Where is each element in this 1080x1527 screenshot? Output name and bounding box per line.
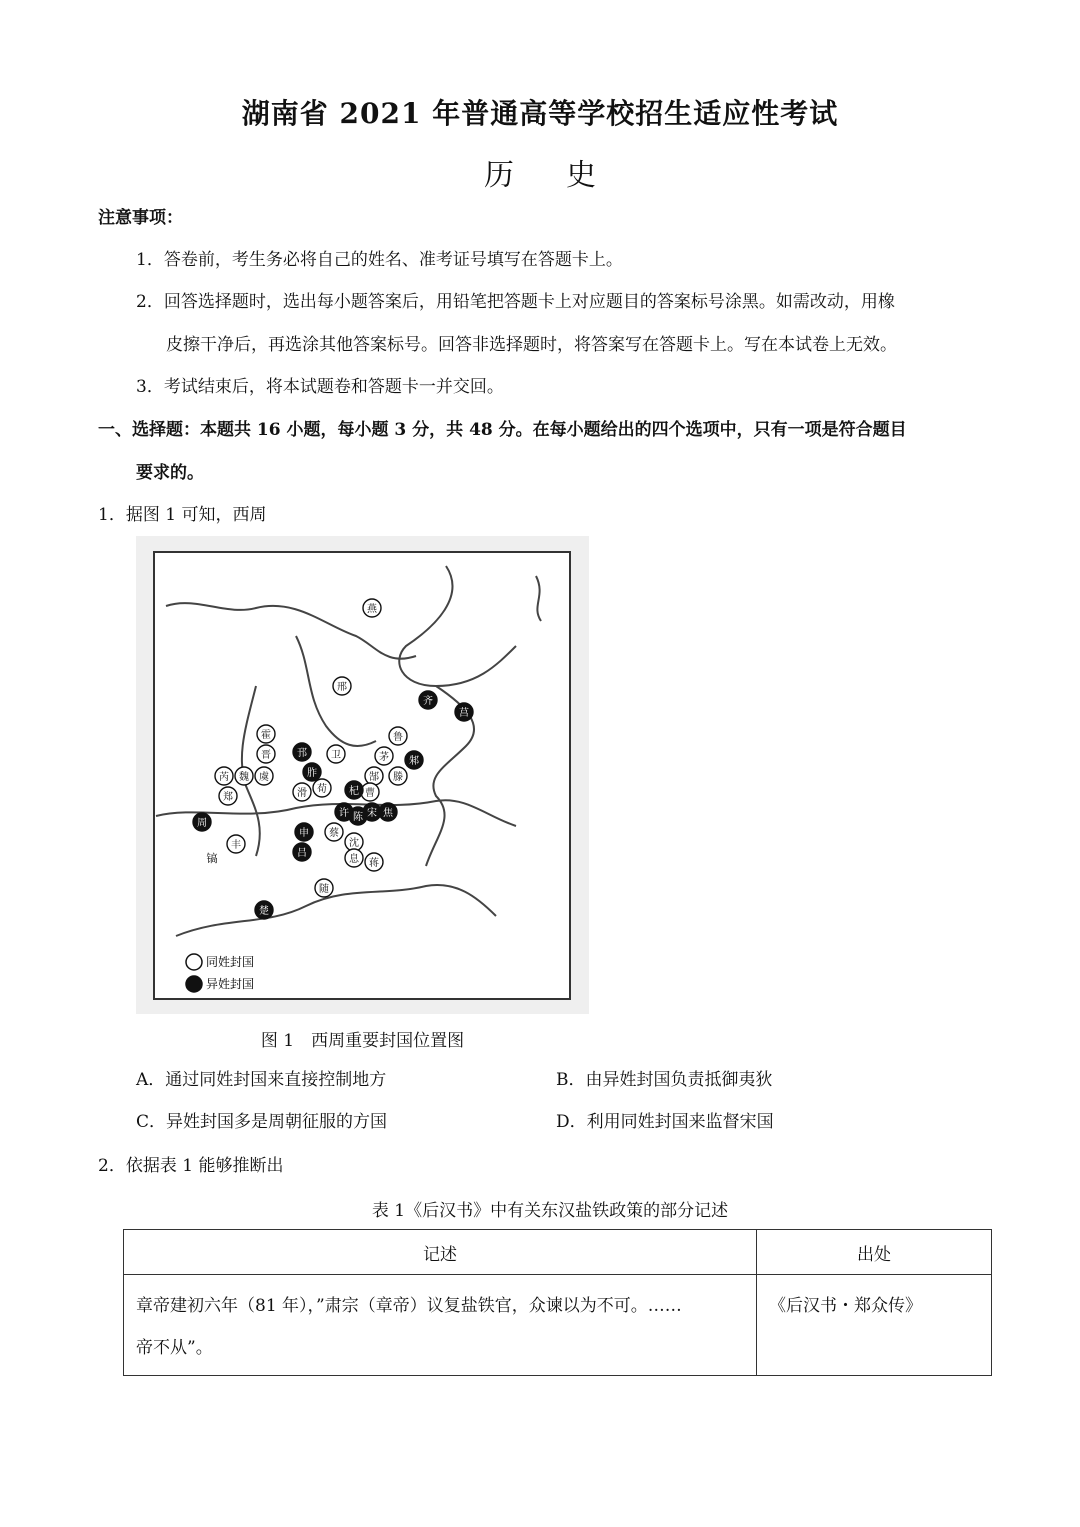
state-label: 申 xyxy=(299,828,309,839)
q1-option-b: B．由异姓封国负责抵御夷狄 xyxy=(556,1070,773,1090)
western-zhou-map xyxy=(136,536,589,1014)
state-label: 丰 xyxy=(231,840,241,851)
notice-heading: 注意事项： xyxy=(98,208,183,228)
state-label: 陈 xyxy=(353,812,363,823)
state-label: 荀 xyxy=(317,784,327,795)
table-header-row xyxy=(124,1230,992,1275)
state-label: 邘 xyxy=(297,748,307,759)
legend-diff-symbol xyxy=(186,976,202,992)
state-label: 蔡 xyxy=(329,828,339,839)
state-label: 晋 xyxy=(261,750,271,761)
state-label: 燕 xyxy=(367,604,377,615)
state-label: 楚 xyxy=(259,906,269,917)
q1-option-a: A．通过同姓封国来直接控制地方 xyxy=(136,1070,387,1090)
question-2-stem: 2．依据表 1 能够推断出 xyxy=(98,1156,284,1176)
subject-title: 历史 xyxy=(484,158,648,193)
state-label: 邾 xyxy=(409,756,419,767)
place-label: 镐 xyxy=(206,852,218,865)
question-1-stem: 1．据图 1 可知，西周 xyxy=(98,505,267,525)
table-1 xyxy=(123,1229,992,1376)
state-label: 蒋 xyxy=(369,858,379,869)
state-label: 虞 xyxy=(259,772,269,783)
section-heading-cont: 要求的。 xyxy=(136,463,204,483)
table-header-record: 记述 xyxy=(124,1230,757,1275)
state-label: 霍 xyxy=(261,730,271,741)
notice-item-3: 3．考试结束后，将本试题卷和答题卡一并交回。 xyxy=(136,377,504,397)
q1-option-c: C．异姓封国多是周朝征服的方国 xyxy=(136,1112,388,1132)
state-label: 吕 xyxy=(297,848,307,859)
section-heading: 一、选择题：本题共 16 小题，每小题 3 分，共 48 分。在每小题给出的四个选项中，只有一项是符合题目 xyxy=(98,420,907,440)
state-label: 莒 xyxy=(459,708,469,719)
state-label: 鲁 xyxy=(393,732,403,743)
notice-item-2-cont: 皮擦干净后，再选涂其他答案标号。回答非选择题时，将答案写在答题卡上。写在本试卷上无效。 xyxy=(166,335,897,355)
table-header-source: 出处 xyxy=(757,1230,992,1275)
q1-option-d: D．利用同姓封国来监督宋国 xyxy=(556,1112,774,1132)
state-label: 随 xyxy=(319,884,329,895)
table-1-caption: 表 1《后汉书》中有关东汉盐铁政策的部分记述 xyxy=(371,1201,729,1221)
figure-1-caption: 图 1 西周重要封国位置图 xyxy=(260,1031,465,1051)
state-label: 周 xyxy=(197,818,207,829)
state-label: 滕 xyxy=(393,772,403,783)
state-label: 滑 xyxy=(297,788,307,799)
state-label: 宋 xyxy=(367,808,377,819)
state-label: 胙 xyxy=(307,768,317,779)
state-label: 茅 xyxy=(379,752,389,763)
state-label: 息 xyxy=(349,854,359,865)
record-line-1: 章帝建初六年（81 年），”肃宗（章帝）议复盐铁官，众谏以为不可。…… xyxy=(136,1296,682,1316)
state-label: 魏 xyxy=(239,772,249,783)
table-cell-record xyxy=(124,1275,757,1376)
state-label: 沈 xyxy=(349,838,359,849)
state-label: 齐 xyxy=(423,696,433,707)
state-label: 邢 xyxy=(337,682,347,693)
notice-item-2: 2．回答选择题时，选出每小题答案后，用铅笔把答题卡上对应题目的答案标号涂黑。如需改动，用橡 xyxy=(136,292,895,312)
map-figure xyxy=(136,536,589,1014)
state-label: 卫 xyxy=(331,750,341,761)
legend-same-label: 同姓封国 xyxy=(206,955,255,969)
state-label: 曹 xyxy=(365,788,375,799)
state-label: 郜 xyxy=(369,772,379,783)
state-label: 焦 xyxy=(383,808,393,819)
state-label: 芮 xyxy=(219,772,229,783)
exam-title: 湖南省 2021 年普通高等学校招生适应性考试 xyxy=(241,97,839,130)
state-label: 许 xyxy=(339,808,349,819)
record-line-2: 帝不从”。 xyxy=(136,1338,213,1358)
state-label: 郑 xyxy=(223,792,233,803)
state-label: 杞 xyxy=(349,786,359,797)
legend-same-symbol xyxy=(186,954,202,970)
table-cell-source: 《后汉书・郑众传》 xyxy=(757,1275,992,1376)
notice-item-1: 1．答卷前，考生务必将自己的姓名、准考证号填写在答题卡上。 xyxy=(136,250,623,270)
legend-diff-label: 异姓封国 xyxy=(206,977,255,991)
table-row xyxy=(124,1275,992,1376)
